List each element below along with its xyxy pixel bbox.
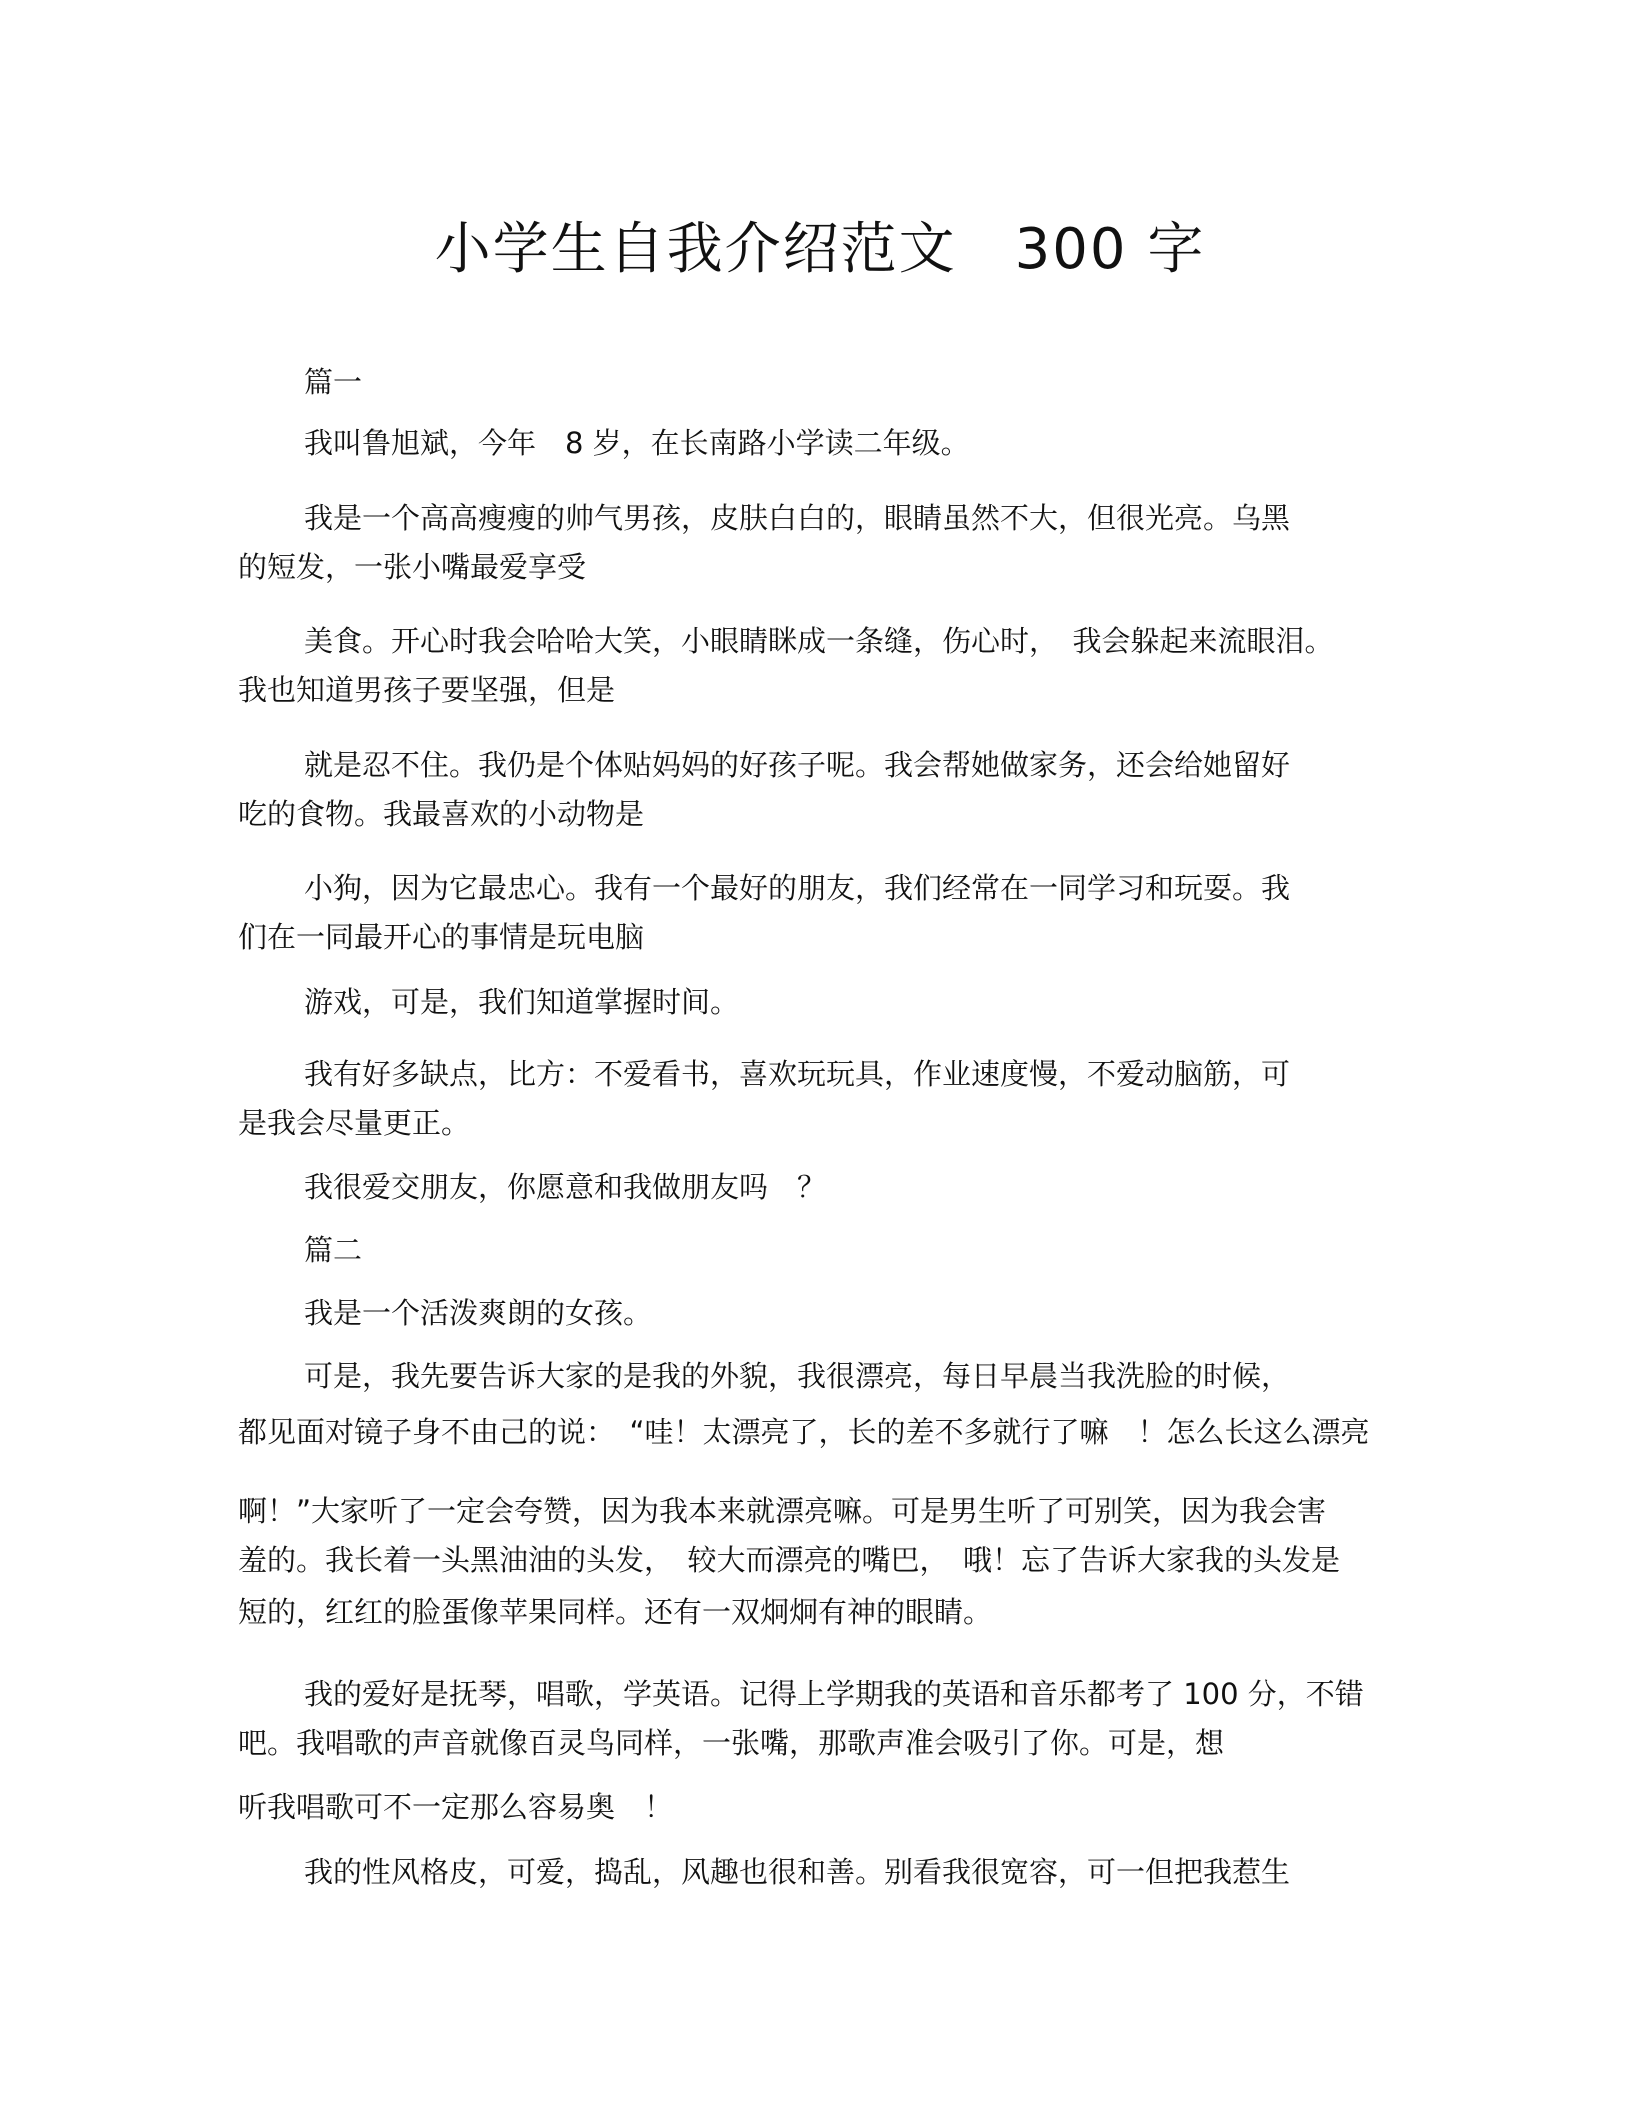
paragraph-line: 就是忍不住。我仍是个体贴妈妈的好孩子呢。我会帮她做家务，还会给她留好	[304, 748, 1291, 782]
paragraph-line: 我是一个高高瘦瘦的帅气男孩，皮肤白白的，眼睛虽然不大，但很光亮。乌黑	[304, 501, 1291, 535]
paragraph-line: 小狗，因为它最忠心。我有一个最好的朋友，我们经常在一同学习和玩耍。我	[304, 871, 1291, 905]
paragraph-line: 啊！”大家听了一定会夸赞，因为我本来就漂亮嘛。可是男生听了可别笑，因为我会害	[238, 1494, 1327, 1528]
paragraph-line: 游戏，可是，我们知道掌握时间。	[304, 985, 740, 1019]
paragraph-line: 我的性风格皮，可爱，捣乱，风趣也很和善。别看我很宽容，可一但把我惹生	[304, 1855, 1291, 1889]
paragraph-line: 美食。开心时我会哈哈大笑，小眼睛眯成一条缝，伤心时， 我会躲起来流眼泪。	[304, 624, 1334, 658]
paragraph-line: 吧。我唱歌的声音就像百灵鸟同样，一张嘴，那歌声准会吸引了你。可是，想	[238, 1726, 1225, 1760]
paragraph-line: 们在一同最开心的事情是玩电脑	[238, 920, 645, 954]
paragraph-line: 我也知道男孩子要坚强，但是	[238, 673, 616, 707]
paragraph-line: 的短发，一张小嘴最爱享受	[238, 550, 587, 584]
paragraph-line: 我的爱好是抚琴，唱歌，学英语。记得上学期我的英语和音乐都考了 100 分，不错	[304, 1677, 1364, 1711]
section-heading-2: 篇二	[304, 1233, 363, 1267]
paragraph-line: 短的，红红的脸蛋像苹果同样。还有一双炯炯有神的眼睛。	[238, 1595, 993, 1629]
paragraph-line: 是我会尽量更正。	[238, 1106, 471, 1140]
paragraph-line: 我很爱交朋友，你愿意和我做朋友吗 ？	[304, 1170, 827, 1204]
paragraph-line: 可是，我先要告诉大家的是我的外貌，我很漂亮，每日早晨当我洗脸的时候，	[304, 1359, 1291, 1393]
section-heading-1: 篇一	[304, 365, 363, 399]
paragraph-line: 吃的食物。我最喜欢的小动物是	[238, 797, 645, 831]
paragraph-line: 我有好多缺点，比方：不爱看书，喜欢玩玩具，作业速度慢，不爱动脑筋，可	[304, 1057, 1291, 1091]
paragraph-line: 羞的。我长着一头黑油油的头发， 较大而漂亮的嘴巴， 哦！忘了告诉大家我的头发是	[238, 1543, 1341, 1577]
paragraph-line: 我是一个活泼爽朗的女孩。	[304, 1296, 653, 1330]
document-title: 小学生自我介绍范文 300 字	[434, 217, 1206, 282]
paragraph-line: 都见面对镜子身不由己的说： “哇！太漂亮了，长的差不多就行了嘛 ！怎么长这么漂亮	[238, 1415, 1370, 1449]
paragraph-line: 我叫鲁旭斌，今年 8 岁，在长南路小学读二年级。	[304, 426, 970, 460]
paragraph-line: 听我唱歌可不一定那么容易奥 ！	[238, 1790, 674, 1824]
